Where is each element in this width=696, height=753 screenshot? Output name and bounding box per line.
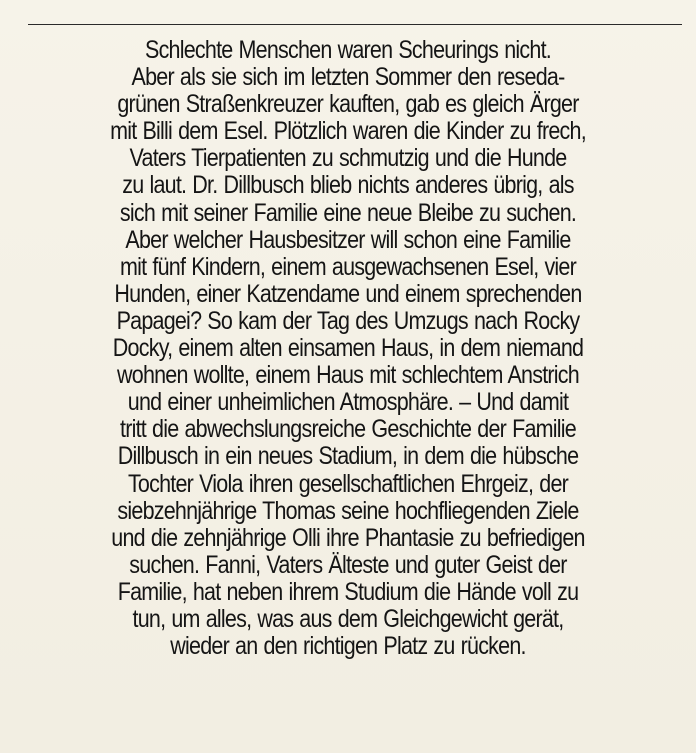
blurb-line: wohnen wollte, einem Haus mit schlechtem Anstrich bbox=[117, 361, 579, 390]
top-rule bbox=[28, 24, 682, 25]
blurb-line: siebzehnjährige Thomas seine hochfliegenden Ziele bbox=[117, 496, 579, 525]
blurb-line: mit fünf Kindern, einem ausgewachsenen Esel, vier bbox=[119, 252, 577, 281]
blurb-line: wieder an den richtigen Platz zu rücken. bbox=[170, 632, 526, 661]
blurb-line: tun, um alles, was aus dem Gleichgewicht gerät, bbox=[132, 604, 564, 633]
blurb-line: Familie, hat neben ihrem Studium die Hände voll zu bbox=[117, 577, 579, 606]
blurb-line: grünen Straßenkreuzer kauften, gab es gleich Ärger bbox=[117, 90, 579, 119]
blurb-line: zu laut. Dr. Dillbusch blieb nichts anderes übrig, als bbox=[122, 171, 574, 200]
blurb-line: und einer unheimlichen Atmosphäre. – Und damit bbox=[127, 388, 569, 417]
blurb-line: Docky, einem alten einsamen Haus, in dem niemand bbox=[112, 334, 584, 363]
blurb-line: Papagei? So kam der Tag des Umzugs nach Rocky bbox=[116, 306, 580, 335]
blurb-line: Aber welcher Hausbesitzer will schon eine Familie bbox=[125, 225, 571, 254]
blurb-line: suchen. Fanni, Vaters Älteste und guter Geist der bbox=[129, 550, 567, 579]
blurb-line: mit Billi dem Esel. Plötzlich waren die Kinder zu frech, bbox=[110, 117, 586, 146]
blurb-line: Dillbusch in ein neues Stadium, in dem die hübsche bbox=[117, 442, 579, 471]
blurb-line: Aber als sie sich im letzten Sommer den reseda- bbox=[131, 63, 565, 92]
blurb-line: Vaters Tierpatienten zu schmutzig und die Hunde bbox=[129, 144, 567, 173]
blurb-line: Tochter Viola ihren gesellschaftlichen Ehrgeiz, der bbox=[127, 469, 569, 498]
blurb-text bbox=[20, 37, 676, 660]
blurb-line: tritt die abwechslungsreiche Geschichte der Familie bbox=[120, 415, 576, 444]
blurb-line: und die zehnjährige Olli ihre Phantasie zu befriedigen bbox=[111, 523, 585, 552]
blurb-line: sich mit seiner Familie eine neue Bleibe zu suchen. bbox=[119, 198, 577, 227]
blurb-line: Hunden, einer Katzendame und einem sprechenden bbox=[114, 279, 582, 308]
blurb-line: Schlechte Menschen waren Scheurings nicht. bbox=[145, 36, 551, 64]
